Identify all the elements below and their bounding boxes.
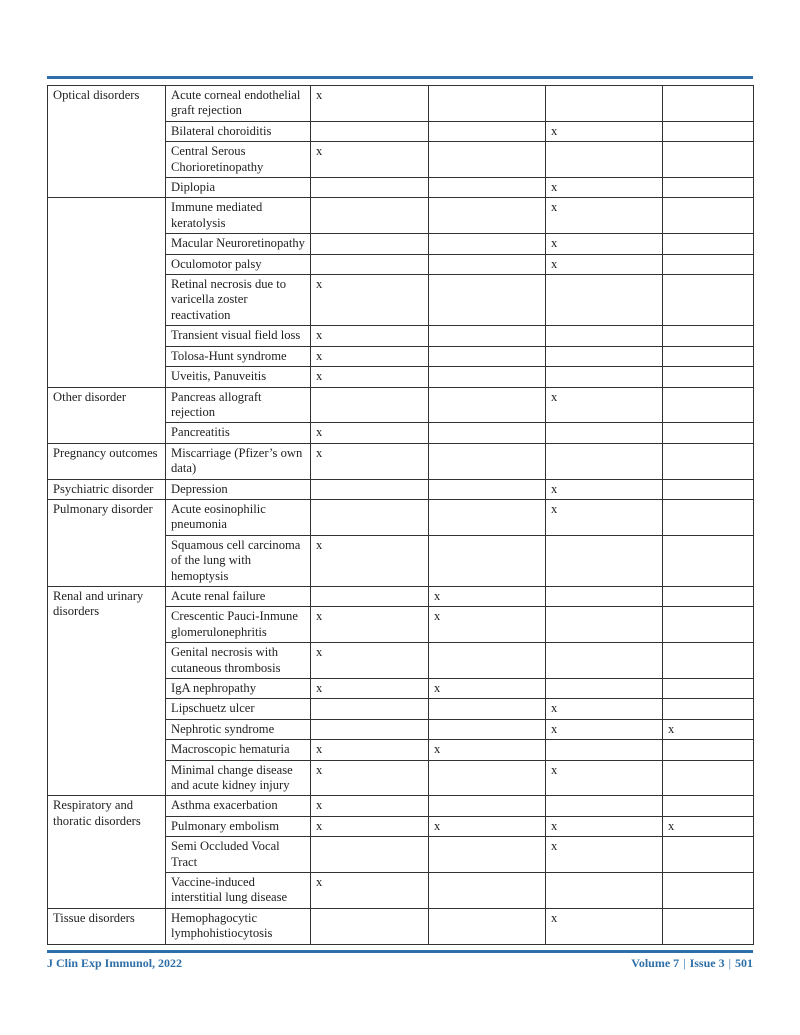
mark-cell [663,837,754,873]
mark-cell: x [311,535,429,586]
mark-cell [663,234,754,254]
mark-cell: x [311,346,429,366]
mark-cell [429,796,546,816]
mark-cell: x [546,254,663,274]
mark-cell [663,254,754,274]
mark-cell [429,86,546,122]
mark-cell: x [546,837,663,873]
mark-cell [311,699,429,719]
mark-cell [429,837,546,873]
mark-cell [663,740,754,760]
mark-cell [663,121,754,141]
mark-cell [546,796,663,816]
condition-cell: Acute corneal endothelial graft rejection [166,86,311,122]
mark-cell [429,346,546,366]
mark-cell [311,254,429,274]
mark-cell [429,760,546,796]
mark-cell: x [546,499,663,535]
mark-cell: x [546,699,663,719]
mark-cell [663,873,754,909]
condition-cell: Transient visual field loss [166,326,311,346]
mark-cell [429,254,546,274]
mark-cell [663,760,754,796]
mark-cell [546,740,663,760]
mark-cell: x [429,679,546,699]
mark-cell [663,275,754,326]
mark-cell [429,198,546,234]
mark-cell [546,607,663,643]
mark-cell [429,873,546,909]
table-row [48,86,754,122]
mark-cell [546,86,663,122]
condition-cell: Vaccine-induced interstitial lung disease [166,873,311,909]
mark-cell [429,699,546,719]
mark-cell: x [311,142,429,178]
category-cell: Pulmonary disorder [48,499,166,586]
mark-cell [429,423,546,443]
mark-cell [546,423,663,443]
mark-cell [311,586,429,606]
mark-cell [429,387,546,423]
condition-cell: Uveitis, Panuveitis [166,367,311,387]
mark-cell [546,367,663,387]
mark-cell [546,586,663,606]
mark-cell [311,719,429,739]
mark-cell [663,796,754,816]
mark-cell: x [311,643,429,679]
mark-cell [429,908,546,944]
mark-cell: x [429,607,546,643]
mark-cell: x [546,178,663,198]
mark-cell: x [311,873,429,909]
condition-cell: Genital necrosis with cutaneous thrombosis [166,643,311,679]
mark-cell: x [311,679,429,699]
mark-cell: x [429,816,546,836]
mark-cell: x [546,121,663,141]
mark-cell [663,535,754,586]
condition-cell: Minimal change disease and acute kidney injury [166,760,311,796]
mark-cell [429,178,546,198]
mark-cell [311,178,429,198]
mark-cell [311,499,429,535]
mark-cell [429,443,546,479]
mark-cell [663,699,754,719]
mark-cell [429,142,546,178]
page-info [631,956,753,971]
condition-cell: Bilateral choroiditis [166,121,311,141]
mark-cell [546,535,663,586]
condition-cell: IgA nephropathy [166,679,311,699]
mark-cell [429,643,546,679]
mark-cell [663,679,754,699]
mark-cell: x [546,479,663,499]
mark-cell [546,326,663,346]
page-number: 501 [735,956,753,970]
condition-cell: Acute renal failure [166,586,311,606]
footer-rule [47,950,753,953]
mark-cell: x [311,275,429,326]
mark-cell [663,499,754,535]
condition-cell: Diplopia [166,178,311,198]
condition-cell: Depression [166,479,311,499]
condition-cell: Pulmonary embolism [166,816,311,836]
mark-cell [663,198,754,234]
mark-cell [311,908,429,944]
mark-cell: x [311,760,429,796]
condition-cell: Central Serous Chorioretinopathy [166,142,311,178]
mark-cell [663,387,754,423]
mark-cell: x [546,719,663,739]
condition-cell: Pancreatitis [166,423,311,443]
condition-cell: Macular Neuroretinopathy [166,234,311,254]
mark-cell: x [546,816,663,836]
issue-label: Issue 3 [689,956,725,970]
adverse-events-table [47,85,754,945]
mark-cell [311,198,429,234]
mark-cell: x [663,816,754,836]
mark-cell [546,679,663,699]
condition-cell: Pancreas allograft rejection [166,387,311,423]
category-cell: Renal and urinary disorders [48,586,166,795]
mark-cell [663,423,754,443]
mark-cell [429,234,546,254]
category-cell: Respiratory and thoratic disorders [48,796,166,908]
mark-cell [429,275,546,326]
mark-cell: x [546,198,663,234]
mark-cell [429,719,546,739]
mark-cell [546,443,663,479]
mark-cell: x [311,367,429,387]
volume-label: Volume 7 [631,956,680,970]
mark-cell [546,873,663,909]
mark-cell [311,234,429,254]
mark-cell: x [311,423,429,443]
mark-cell: x [546,234,663,254]
table-row [48,387,754,423]
condition-cell: Miscarriage (Pfizer’s own data) [166,443,311,479]
mark-cell [663,326,754,346]
mark-cell: x [546,760,663,796]
condition-cell: Tolosa-Hunt syndrome [166,346,311,366]
category-cell: Optical disorders [48,86,166,198]
mark-cell [663,443,754,479]
mark-cell [663,86,754,122]
mark-cell [546,643,663,679]
journal-citation: J Clin Exp Immunol, 2022 [47,956,183,970]
mark-cell: x [311,86,429,122]
category-cell: Psychiatric disorder [48,479,166,499]
mark-cell: x [546,387,663,423]
condition-cell: Oculomotor palsy [166,254,311,274]
mark-cell [429,121,546,141]
mark-cell [663,367,754,387]
separator: | [728,956,731,970]
condition-cell: Nephrotic syndrome [166,719,311,739]
condition-cell: Asthma exacerbation [166,796,311,816]
mark-cell: x [311,816,429,836]
category-cell: Pregnancy outcomes [48,443,166,479]
table-row [48,499,754,535]
category-cell: Other disorder [48,387,166,443]
table-row [48,443,754,479]
condition-cell: Acute eosinophilic pneumonia [166,499,311,535]
condition-cell: Macroscopic hematuria [166,740,311,760]
mark-cell: x [311,443,429,479]
mark-cell [663,908,754,944]
mark-cell [546,346,663,366]
condition-cell: Retinal necrosis due to varicella zoster reactivation [166,275,311,326]
condition-cell: Hemophagocytic lymphohistiocytosis [166,908,311,944]
category-cell [48,198,166,387]
mark-cell: x [429,586,546,606]
mark-cell: x [311,796,429,816]
separator: | [683,956,686,970]
mark-cell [663,479,754,499]
mark-cell [311,837,429,873]
mark-cell [311,387,429,423]
mark-cell: x [311,326,429,346]
table-row [48,796,754,816]
mark-cell [429,535,546,586]
mark-cell [663,346,754,366]
mark-cell [429,499,546,535]
mark-cell: x [311,740,429,760]
mark-cell [546,142,663,178]
mark-cell [311,121,429,141]
mark-cell: x [663,719,754,739]
condition-cell: Semi Occluded Vocal Tract [166,837,311,873]
mark-cell [429,479,546,499]
mark-cell [663,142,754,178]
category-cell: Tissue disorders [48,908,166,944]
table-row [48,198,754,234]
table-row [48,908,754,944]
mark-cell [663,178,754,198]
mark-cell [546,275,663,326]
table-row [48,586,754,606]
mark-cell [311,479,429,499]
mark-cell [663,607,754,643]
mark-cell: x [429,740,546,760]
condition-cell: Crescentic Pauci-Inmune glomerulonephritis [166,607,311,643]
mark-cell: x [311,607,429,643]
table-row [48,479,754,499]
mark-cell [429,367,546,387]
condition-cell: Lipschuetz ulcer [166,699,311,719]
mark-cell [429,326,546,346]
mark-cell: x [546,908,663,944]
mark-cell [663,586,754,606]
condition-cell: Squamous cell carcinoma of the lung with hemoptysis [166,535,311,586]
header-rule [47,76,753,79]
mark-cell [663,643,754,679]
condition-cell: Immune mediated keratolysis [166,198,311,234]
